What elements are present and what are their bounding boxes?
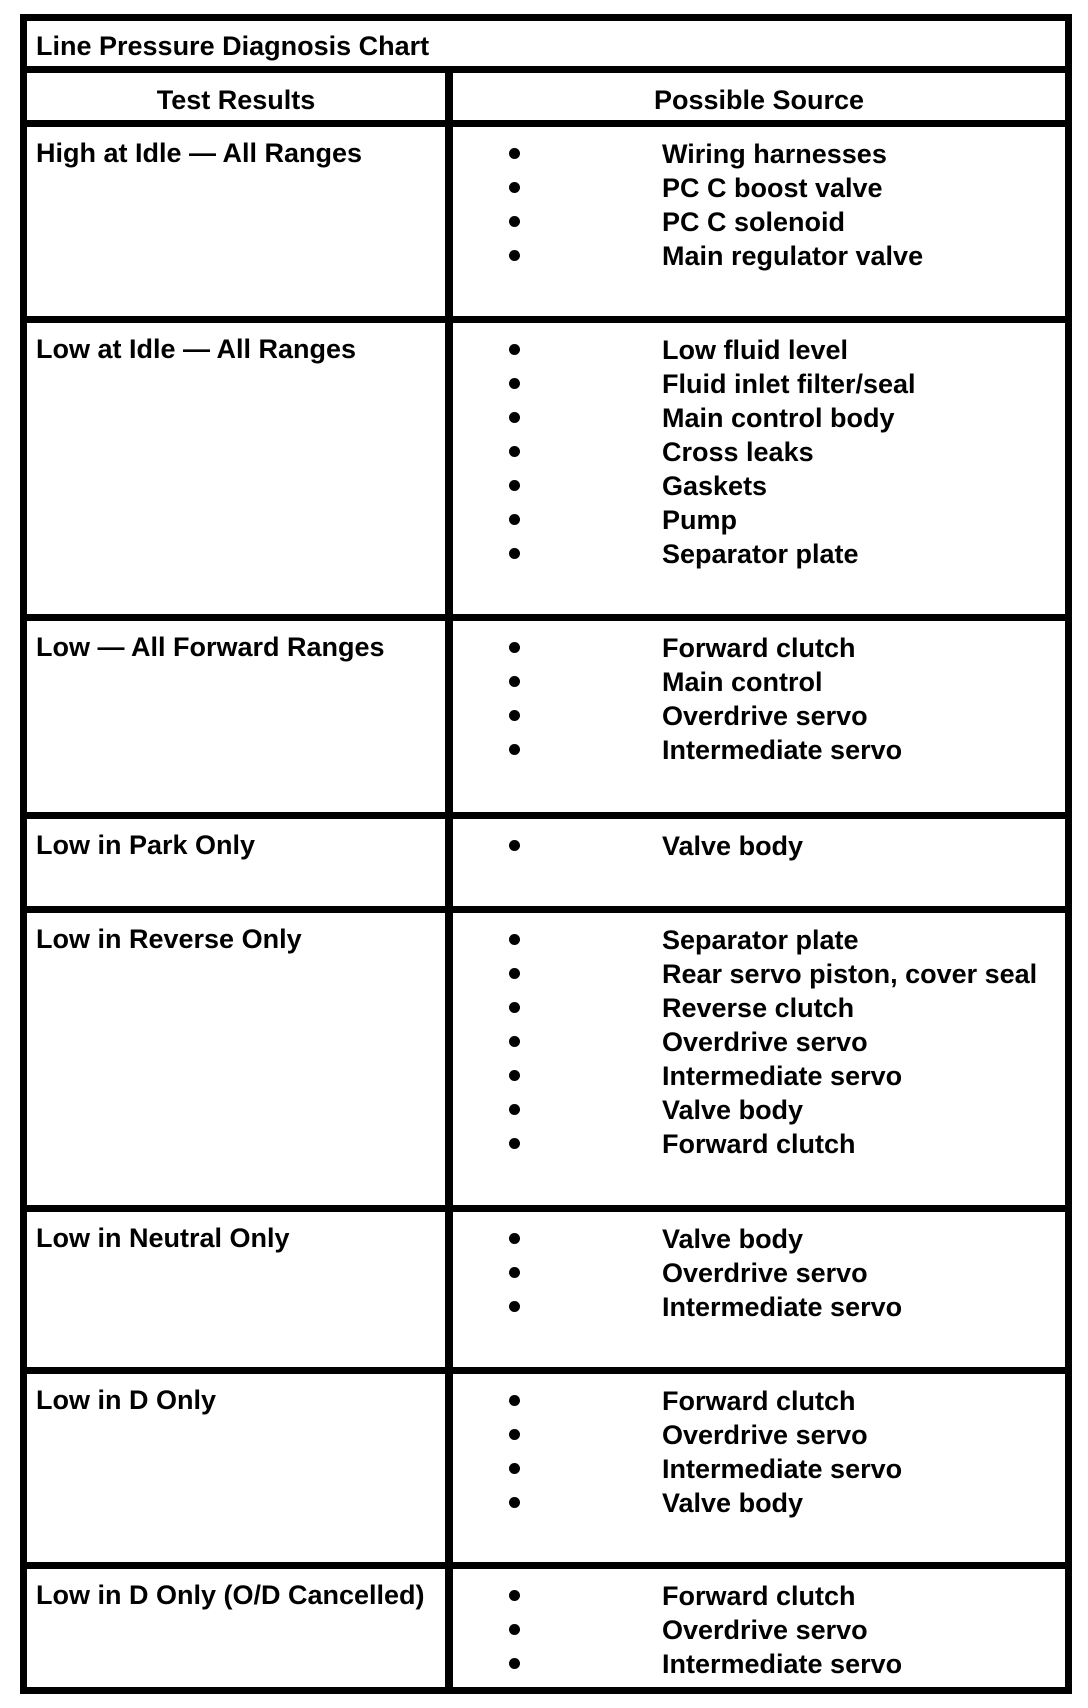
source-text: Forward clutch	[662, 1386, 856, 1416]
bullet-icon	[509, 344, 520, 355]
source-text: Forward clutch	[662, 1581, 856, 1611]
test-result-cell: Low in Park Only	[36, 830, 256, 860]
source-item	[0, 437, 1088, 471]
bullet-icon	[509, 744, 520, 755]
bullet-icon	[509, 1497, 520, 1508]
header-possible-source: Possible Source	[653, 85, 865, 115]
source-item	[0, 701, 1088, 735]
row-divider	[20, 614, 1072, 621]
bullet-icon	[509, 514, 520, 525]
source-item	[0, 1581, 1088, 1615]
source-item	[0, 403, 1088, 437]
source-item	[0, 471, 1088, 505]
source-item	[0, 1129, 1088, 1163]
bullet-icon	[509, 182, 520, 193]
source-text: Cross leaks	[662, 437, 814, 467]
bullet-icon	[509, 968, 520, 979]
source-item	[0, 1649, 1088, 1683]
source-item	[0, 735, 1088, 769]
source-text: Valve body	[662, 831, 804, 861]
source-item	[0, 1224, 1088, 1258]
test-result-cell: Low in D Only	[36, 1385, 216, 1415]
bullet-icon	[509, 1036, 520, 1047]
source-item	[0, 831, 1088, 865]
bullet-icon	[509, 1429, 520, 1440]
source-text: Main control body	[662, 403, 895, 433]
source-text: PC C boost valve	[662, 173, 883, 203]
bullet-icon	[509, 1301, 520, 1312]
source-text: Reverse clutch	[662, 993, 855, 1023]
source-item	[0, 959, 1088, 993]
test-result-cell: Low — All Forward Ranges	[36, 632, 385, 662]
source-item	[0, 925, 1088, 959]
test-result-cell: Low at Idle — All Ranges	[36, 334, 357, 364]
bullet-icon	[509, 1658, 520, 1669]
source-text: Separator plate	[662, 925, 859, 955]
bullet-icon	[509, 934, 520, 945]
source-item	[0, 1420, 1088, 1454]
row-divider	[20, 812, 1072, 819]
source-text: Intermediate servo	[662, 1649, 903, 1679]
bullet-icon	[509, 1233, 520, 1244]
source-item	[0, 1258, 1088, 1292]
row-divider	[20, 1205, 1072, 1212]
test-result-cell: Low in D Only (O/D Cancelled)	[36, 1580, 425, 1610]
source-item	[0, 1095, 1088, 1129]
source-text: Intermediate servo	[662, 1292, 903, 1322]
source-text: Intermediate servo	[662, 735, 903, 765]
source-text: Rear servo piston, cover seal	[662, 959, 1038, 989]
source-item	[0, 633, 1088, 667]
test-result-cell: High at Idle — All Ranges	[36, 138, 363, 168]
source-item	[0, 1061, 1088, 1095]
bullet-icon	[509, 378, 520, 389]
bullet-icon	[509, 642, 520, 653]
source-text: Valve body	[662, 1224, 804, 1254]
source-text: Valve body	[662, 1488, 804, 1518]
row-divider	[20, 1367, 1072, 1374]
chart-title: Line Pressure Diagnosis Chart	[36, 31, 430, 61]
source-text: Gaskets	[662, 471, 768, 501]
source-text: Low fluid level	[662, 335, 849, 365]
source-item	[0, 207, 1088, 241]
source-text: Wiring harnesses	[662, 139, 887, 169]
source-item	[0, 667, 1088, 701]
source-text: Overdrive servo	[662, 1258, 868, 1288]
source-text: Pump	[662, 505, 738, 535]
source-text: Main regulator valve	[662, 241, 924, 271]
bullet-icon	[509, 1624, 520, 1635]
source-text: Overdrive servo	[662, 1420, 868, 1450]
source-item	[0, 1488, 1088, 1522]
row-divider	[20, 66, 1072, 73]
bullet-icon	[509, 446, 520, 457]
source-text: Main control	[662, 667, 823, 697]
bullet-icon	[509, 710, 520, 721]
test-result-cell: Low in Neutral Only	[36, 1223, 290, 1253]
row-divider	[20, 316, 1072, 323]
source-text: Overdrive servo	[662, 1615, 868, 1645]
source-text: Intermediate servo	[662, 1454, 903, 1484]
source-item	[0, 335, 1088, 369]
source-item	[0, 173, 1088, 207]
source-item	[0, 139, 1088, 173]
bullet-icon	[509, 1463, 520, 1474]
bullet-icon	[509, 1590, 520, 1601]
source-item	[0, 369, 1088, 403]
header-test-results: Test Results	[156, 85, 316, 115]
source-item	[0, 505, 1088, 539]
row-divider	[20, 906, 1072, 913]
bullet-icon	[509, 548, 520, 559]
source-item	[0, 241, 1088, 275]
row-divider	[20, 120, 1072, 127]
source-item	[0, 1615, 1088, 1649]
source-item	[0, 1292, 1088, 1326]
bullet-icon	[509, 480, 520, 491]
source-text: PC C solenoid	[662, 207, 846, 237]
bullet-icon	[509, 412, 520, 423]
source-text: Forward clutch	[662, 633, 856, 663]
source-item	[0, 993, 1088, 1027]
source-text: Forward clutch	[662, 1129, 856, 1159]
source-text: Separator plate	[662, 539, 859, 569]
bullet-icon	[509, 1395, 520, 1406]
bullet-icon	[509, 840, 520, 851]
source-item	[0, 1386, 1088, 1420]
bullet-icon	[509, 1267, 520, 1278]
bullet-icon	[509, 1138, 520, 1149]
source-item	[0, 539, 1088, 573]
source-text: Fluid inlet filter/seal	[662, 369, 916, 399]
bullet-icon	[509, 1104, 520, 1115]
source-item	[0, 1454, 1088, 1488]
bullet-icon	[509, 1002, 520, 1013]
test-result-cell: Low in Reverse Only	[36, 924, 302, 954]
source-text: Overdrive servo	[662, 1027, 868, 1057]
source-text: Overdrive servo	[662, 701, 868, 731]
bullet-icon	[509, 148, 520, 159]
bullet-icon	[509, 250, 520, 261]
source-item	[0, 1027, 1088, 1061]
source-text: Intermediate servo	[662, 1061, 903, 1091]
source-text: Valve body	[662, 1095, 804, 1125]
bullet-icon	[509, 1070, 520, 1081]
row-divider	[20, 1562, 1072, 1569]
bullet-icon	[509, 216, 520, 227]
bullet-icon	[509, 676, 520, 687]
